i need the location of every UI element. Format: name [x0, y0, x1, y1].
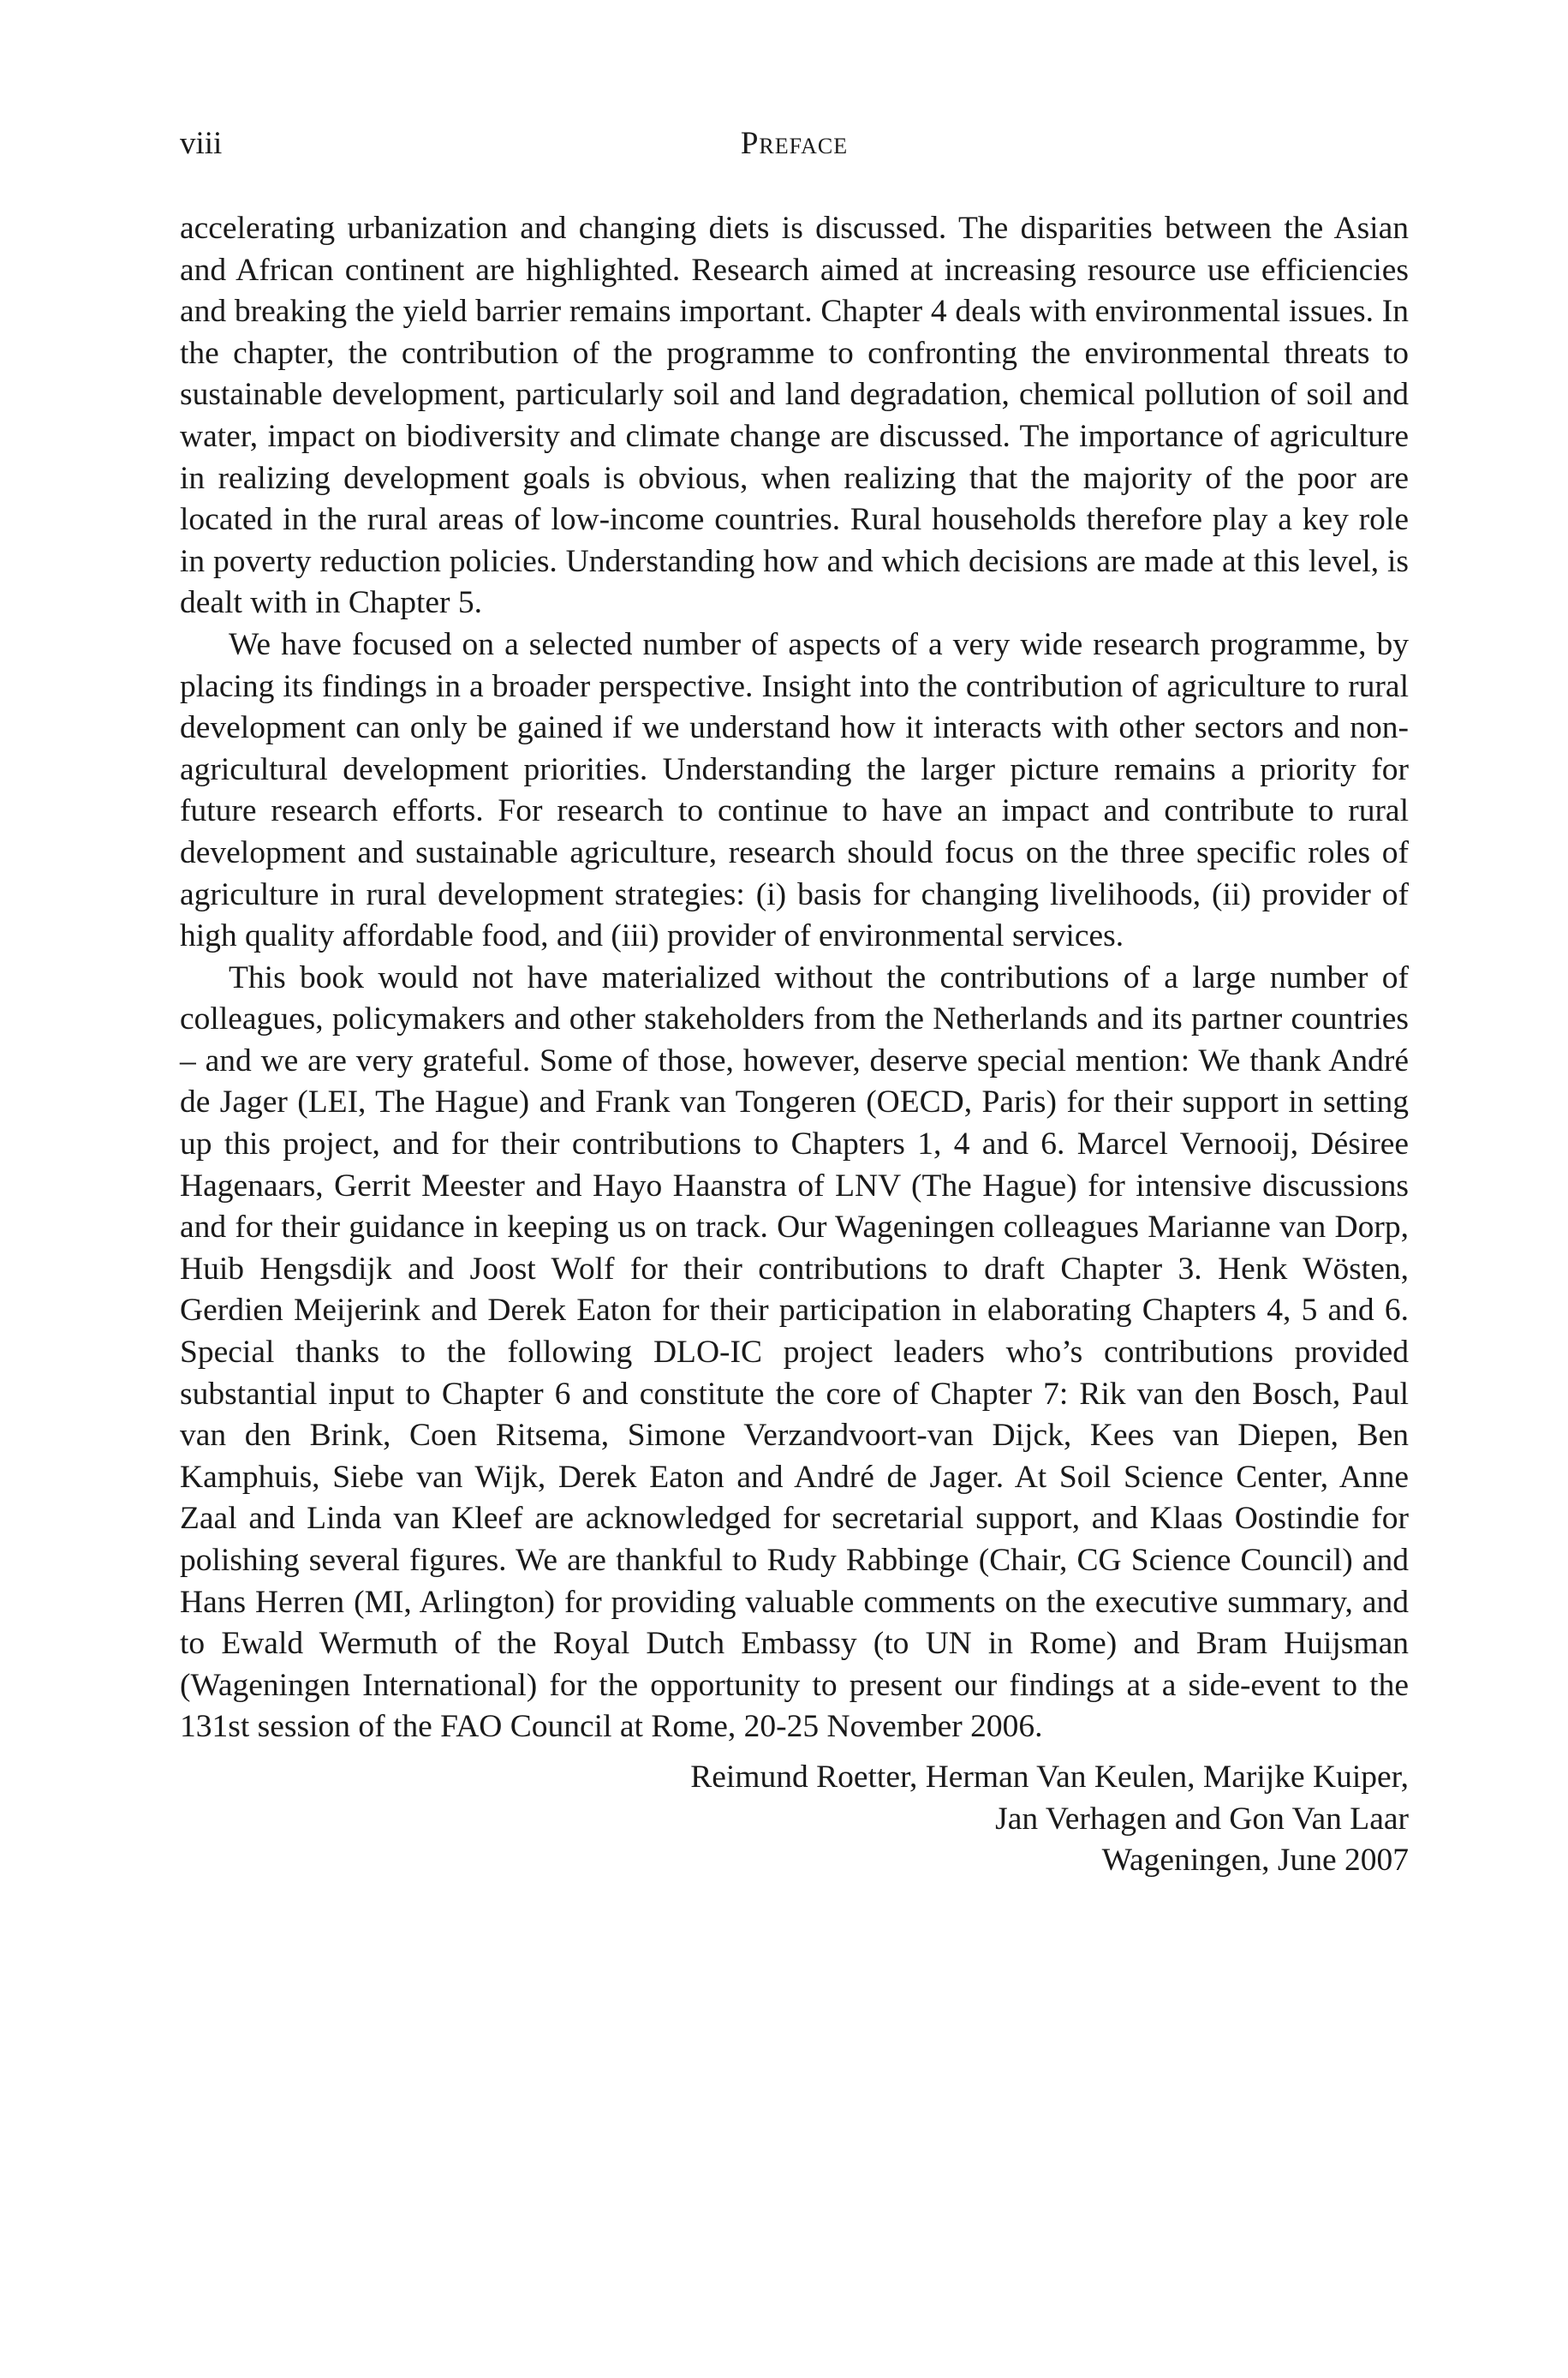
running-head [180, 118, 1409, 170]
paragraph-acknowledgements: This book would not have materialized without the contributions of a large number of colleagues, policymakers and other stakeholders from the Netherlands and its partner countries – and we are very grateful. Some of those, however, deserve special mention: We thank André de Jager (LEI, The Hague) and Frank van Tongeren (OECD, Paris) for their support in setting up this project, and for their contributions to Chapters 1, 4 and 6. Marcel Vernooij, Désiree Hagenaars, Gerrit Meester and Hayo Haanstra of LNV (The Hague) for intensive discussions and for their guidance in keeping us on track. Our Wageningen colleagues Marianne van Dorp, Huib Hengsdijk and Joost Wolf for their contributions to draft Chapter 3. Henk Wösten, Gerdien Meijerink and Derek Eaton for their participation in elaborating Chapters 4, 5 and 6. Special thanks to the following DLO-IC project leaders who’s contributions provided substantial input to Chapter 6 and constitute the core of Chapter 7: Rik van den Bosch, Paul van den Brink, Coen Ritsema, Simone Verzandvoort-van Dijck, Kees van Diepen, Ben Kamphuis, Siebe van Wijk, Derek Eaton and André de Jager. At Soil Science Center, Anne Zaal and Linda van Kleef are acknowledged for secretarial support, and Klaas Oostindie for polishing several figures. We are thankful to Rudy Rabbinge (Chair, CG Science Council) and Hans Herren (MI, Arlington) for providing valuable comments on the executive summary, and to Ewald Wermuth of the Royal Dutch Embassy (to UN in Rome) and Bram Huijsman (Wageningen International) for the opportunity to present our findings at a side-event to the 131st session of the FAO Council at Rome, 20-25 November 2006. [180, 959, 1409, 1745]
paragraph-research-focus: We have focused on a selected number of aspects of a very wide research programme, by placing its findings in a broader perspective. Insight into the contribution of agriculture to rural development can only be gained if we understand how it interacts with other sectors and non-agricultural development priorities. Understanding the larger picture remains a priority for future research efforts. For research to continue to have an impact and contribute to rural development and sustainable agriculture, research should focus on the three specific roles of agriculture in rural development strategies: (i) basis for changing livelihoods, (ii) provider of high quality affordable food, and (iii) provider of environmental services. [180, 626, 1409, 954]
body-text [180, 208, 1409, 1748]
signature-place-date: Wageningen, June 2007 [1101, 1843, 1409, 1879]
paragraph-continuation: accelerating urbanization and changing diets is discussed. The disparities between the Asian and African continent are highlighted. Research aimed at increasing resource use efficiencies and breaking the yield barrier remains important. Chapter 4 deals with environmental issues. In the chapter, the contribution of the programme to confronting the environmental threats to sustainable development, particularly soil and land degradation, chemical pollution of soil and water, impact on biodiversity and climate change are discussed. The importance of agriculture in realizing development goals is obvious, when realizing that the majority of the poor are located in the rural areas of low-income countries. Rural households therefore play a key role in poverty reduction policies. Understanding how and which decisions are made at this level, is dealt with in Chapter 5. [180, 211, 1409, 621]
signature-block [180, 1757, 1409, 1882]
signature-authors-line-1: Reimund Roetter, Herman Van Keulen, Marijke Kuiper, [690, 1759, 1409, 1795]
section-title: Preface [740, 126, 849, 161]
signature-authors-line-2: Jan Verhagen and Gon Van Laar [995, 1801, 1409, 1837]
page [180, 118, 1409, 1882]
page-number: viii [180, 126, 223, 161]
